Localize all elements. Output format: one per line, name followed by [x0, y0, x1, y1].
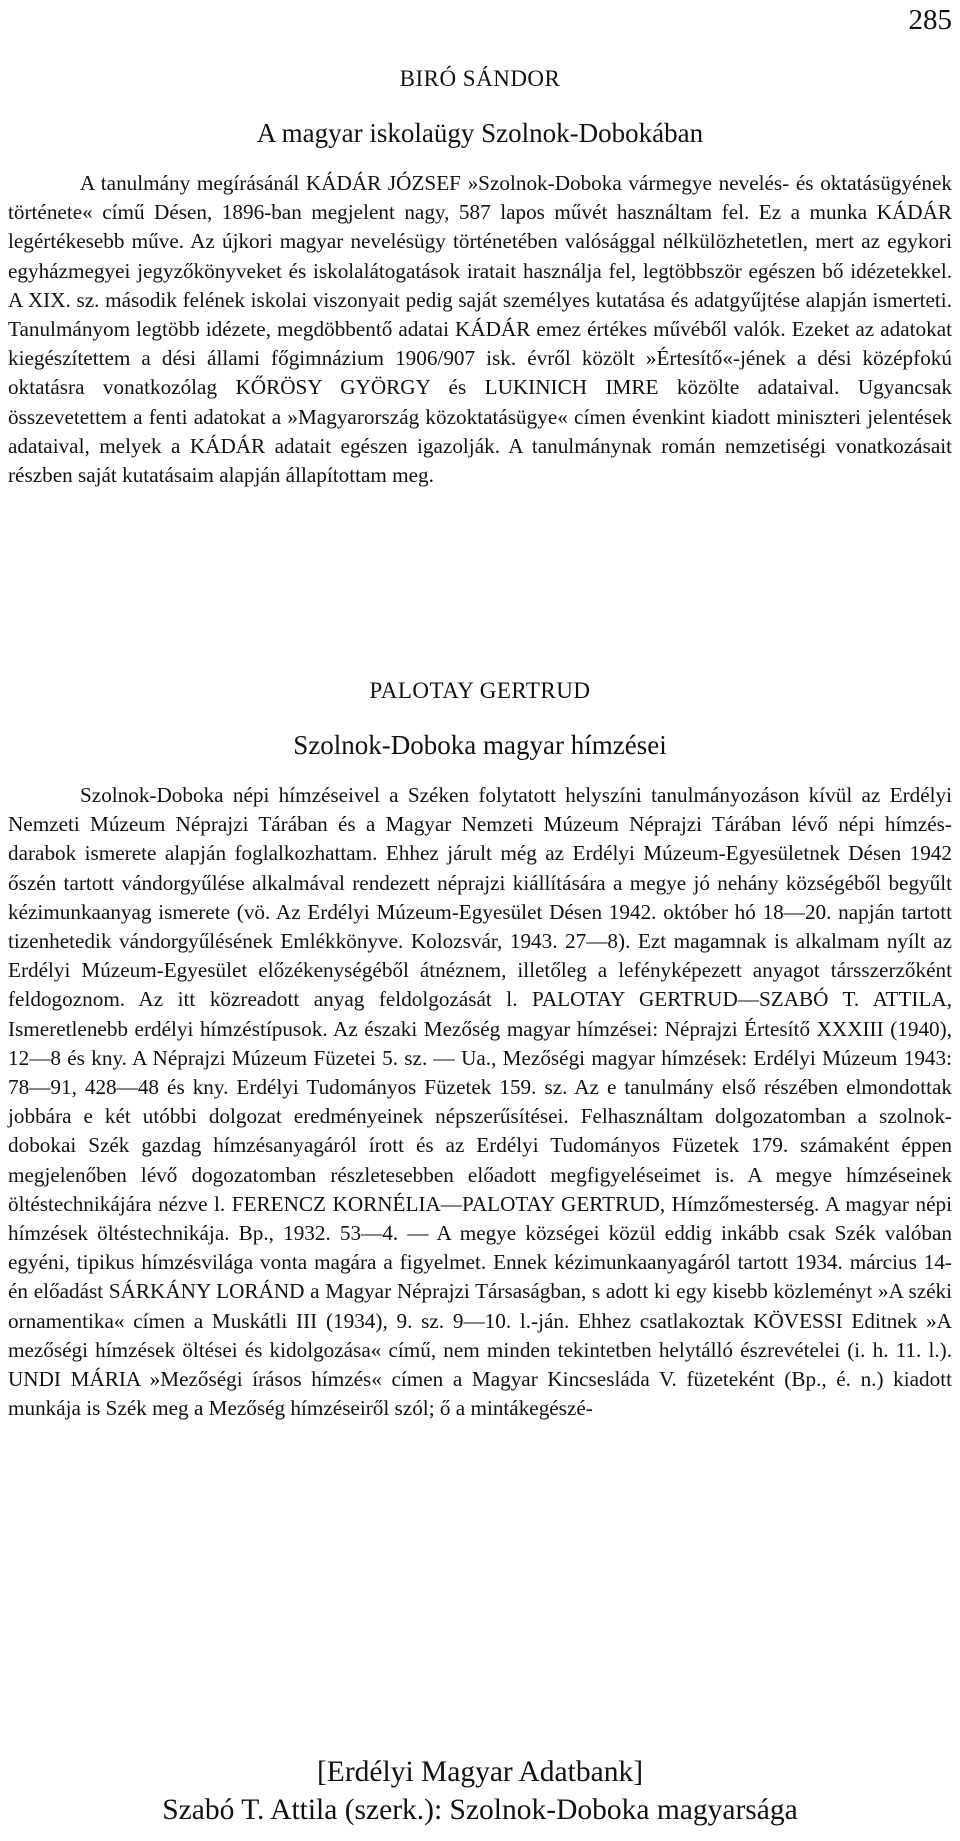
article-palotay — [8, 678, 952, 1423]
footer-citation: Szabó T. Attila (szerk.): Szolnok-Doboka magyarsága — [162, 1794, 798, 1826]
article-author: BIRÓ SÁNDOR — [399, 66, 561, 91]
article-title: Szolnok-Doboka magyar hímzései — [293, 730, 667, 760]
article-body: Szolnok-Doboka népi hímzéseivel a Széken folytatott helyszíni tanulmányozáson kívül az Erdélyi Nemzeti Múzeum Néprajzi Tárában és a Magyar Nemzeti Múzeum Néprajzi Tárában lévő népi hímzés-darabok ismerete alapján foglalkozhattam. Ehhez járult még az Erdélyi Múzeum-Egyesületnek Désen 1942 őszén tartott vándorgyűlése alkalmával rendezett néprajzi kiállítására a megye jó nehány községéből begyűlt kézimunkaanyag ismerete (vö. Az Erdélyi Múzeum-Egyesület Désen 1942. október hó 18—20. napján tartott tizenhetedik vándorgyűlésének Emlékkönyve. Kolozsvár, 1943. 27—8). Ezt magamnak is alkalmam nyílt az Erdélyi Múzeum-Egyesület előzékenységéből átnéznem, illetőleg a lefényképezett anyagot társszerzőként feldogoznom. Az itt közreadott anyag feldolgozását l. PALOTAY GERTRUD—SZABÓ T. ATTILA, Ismeretlenebb erdélyi hímzéstípusok. Az északi Mezőség magyar hímzései: Néprajzi Értesítő XXXIII (1940), 12—8 és kny. A Néprajzi Múzeum Füzetei 5. sz. — Ua., Mezőségi magyar hímzések: Erdélyi Múzeum 1943: 78—91, 428—48 és kny. Erdélyi Tudományos Füzetek 159. sz. Az e tanulmány első részében elmondottak jobbára e két utóbbi dolgozat eredményeinek népszerűsítései. Felhasználtam dolgozatomban a szolnok-dobokai Szék gazdag hímzésanyagáról írott és az Erdélyi Tudományos Füzetek 179. számaként éppen megjelenőben lévő dogozatomban részletesebben előadott megfigyeléseimet is. A megye hímzéseinek öltéstechnikájára nézve l. FERENCZ KORNÉLIA—PALOTAY GERTRUD, Hímzőmesterség. A magyar népi hímzések öltéstechnikája. Bp., 1932. 53—4. — A megye községei közül eddig inkább csak Szék valóban egyéni, tipikus hímzésvilága vonta magára a figyelmet. Ennek kézimunkaanyagáról tartott 1934. március 14-én előadást SÁRKÁNY LORÁND a Magyar Néprajzi Társaságban, s adott ki egy kisebb közleményt »A széki ornamentika« címen a Muskátli III (1934), 9. sz. 9—10. l.-ján. Ehhez csatlakoztak KÖVESSI Editnek »A mezőségi hímzések öltései és kidolgozása« című, nem minden tekintetben helytálló észrevételei (i. h. 11. l.). UNDI MÁRIA »Mezőségi írásos hímzés« címen a Magyar Kincsesláda V. füzeteként (Bp., é. n.) kiadott munkája is Szék meg a Mezőség hímzéseiről szól; ő a mintákegészé- — [8, 783, 952, 1421]
footer-source: [Erdélyi Magyar Adatbank] — [316, 1756, 644, 1788]
article-title: A magyar iskolaügy Szolnok-Dobokában — [256, 118, 704, 148]
page-number: 285 — [908, 4, 952, 36]
article-body: A tanulmány megírásánál KÁDÁR JÓZSEF »Szolnok-Doboka vármegye nevelés- és oktatásügyének története« című Désen, 1896-ban megjelent nagy, 587 lapos művét használtam fel. Ez a munka KÁDÁR legértékesebb műve. Az újkori magyar nevelésügy történetében valósággal nélkülözhetetlen, mert az egykori egyházmegyei jegyzőkönyveket és iskolalátogatások iratait használja fel, legtöbbször egészen bő idézetekkel. A XIX. sz. második felének iskolai viszonyait pedig saját személyes kutatása és adatgyűjtése alapján ismerteti. Tanulmányom legtöbb idézete, megdöbbentő adatai KÁDÁR emez értékes művéből valók. Ezeket az adatokat kiegészítettem a dési állami főgimnázium 1906/907 isk. évről közölt »Értesítő«-jének a dési középfokú oktatásra vonatkozólag KŐRÖSY GYÖRGY és LUKINICH IMRE közölte adataival. Ugyancsak összevetettem a fenti adatokat a »Magyarország közoktatásügye« címen évenkint kiadott miniszteri jelentések adataival, melyek a KÁDÁR adatait egészen igazolják. A tanulmánynak román nemzetiségi vonatkozásait részben saját kutatásaim alapján állapítottam meg. — [8, 171, 952, 488]
page-footer — [0, 1753, 960, 1829]
article-author: PALOTAY GERTRUD — [369, 678, 591, 703]
article-biro — [8, 66, 952, 490]
